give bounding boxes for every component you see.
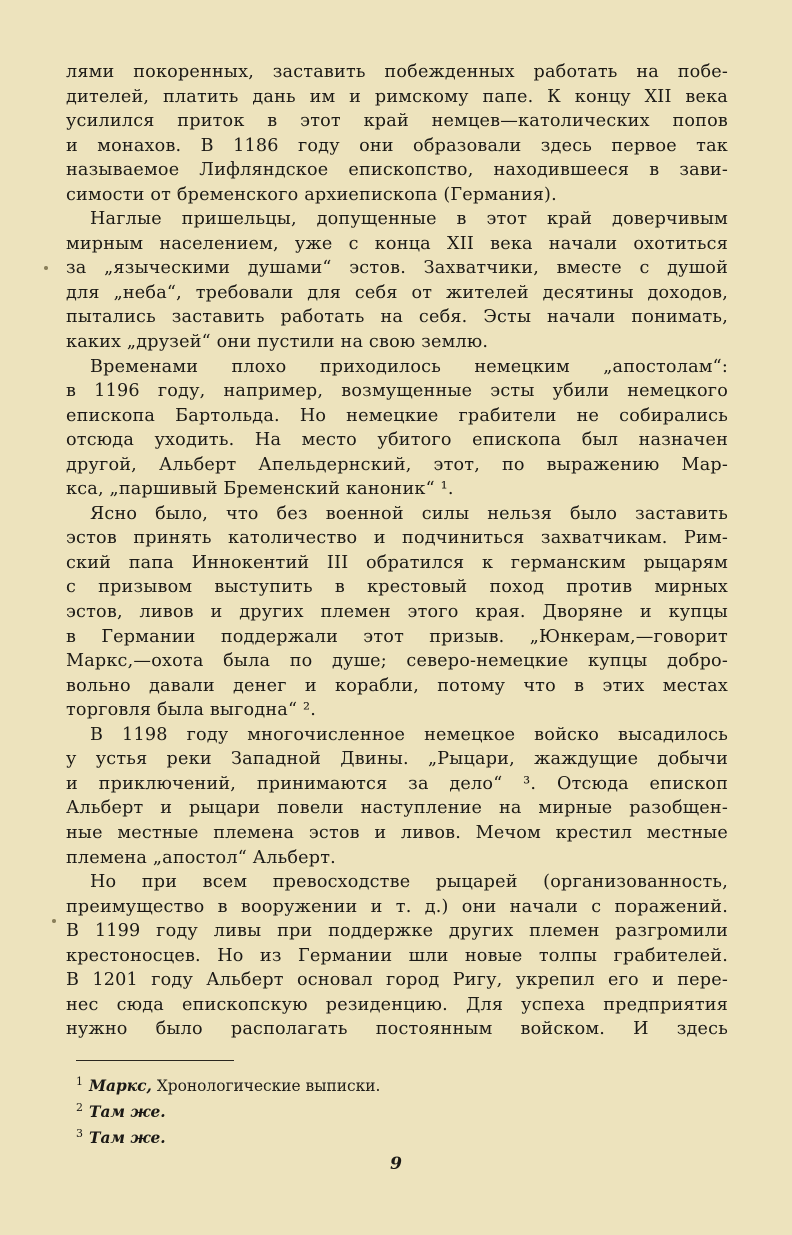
footnote-number: 1	[76, 1075, 83, 1088]
text-line: В 1201 году Альберт основал город Ригу, укрепил его и пере-	[66, 970, 728, 991]
text-line: симости от бременского архиепископа (Германия).	[66, 184, 557, 205]
footnote	[76, 1097, 716, 1123]
page-number: 9	[390, 1154, 402, 1174]
margin-mark	[52, 919, 56, 923]
text-line: усилился приток в этот край немцев—католических попов	[66, 111, 728, 132]
footnote-number: 3	[76, 1127, 83, 1141]
text-line: для „неба“, требовали для себя от жителей десятины доходов,	[66, 282, 728, 303]
text-line: в Германии поддержали этот призыв. „Юнкерам,—говорит	[66, 626, 728, 647]
margin-mark	[44, 266, 48, 270]
text-line: у устья реки Западной Двины. „Рыцари, жаждущие добычи	[66, 749, 728, 770]
footnote	[76, 1071, 716, 1097]
text-line: Альберт и рыцари повели наступление на мирные разобщен-	[66, 798, 728, 819]
footnote-text: Хронологические выписки.	[151, 1077, 381, 1096]
footnote	[76, 1123, 716, 1149]
text-line: другой, Альберт Апельдернский, этот, по выражению Мар-	[66, 454, 728, 475]
text-line: за „языческими душами“ эстов. Захватчики, вместе с душой	[66, 258, 728, 279]
text-line: В 1198 году многочисленное немецкое войско высадилось	[90, 724, 728, 745]
footnote-source: Там же.	[89, 1129, 166, 1148]
footnotes	[76, 1060, 716, 1149]
text-line: епископа Бартольда. Но немецкие грабители не собирались	[66, 405, 728, 426]
text-line: мирным населением, уже с конца XII века начали охотиться	[66, 233, 728, 254]
text-line: отсюда уходить. На место убитого епископа был назначен	[66, 430, 728, 451]
body-text	[66, 60, 728, 1042]
text-line: ные местные племена эстов и ливов. Мечом крестил местные	[66, 822, 728, 843]
text-line: Временами плохо приходилось немецким „апостолам“:	[90, 356, 728, 377]
text-line: Маркс,—охота была по душе; северо-немецкие купцы добро-	[66, 651, 728, 672]
text-line: торговля была выгодна“ ².	[66, 700, 317, 721]
text-line: нес сюда епископскую резиденцию. Для успеха предприятия	[66, 994, 728, 1015]
text-line: преимущество в вооружении и т. д.) они начали с поражений.	[66, 896, 728, 917]
text-line: эстов, ливов и других племен этого края. Дворяне и купцы	[66, 602, 728, 623]
text-line: каких „друзей“ они пустили на свою землю.	[66, 332, 489, 353]
footnote-separator	[76, 1060, 234, 1061]
footnote-source: Там же.	[89, 1103, 166, 1122]
text-line: Наглые пришельцы, допущенные в этот край доверчивым	[90, 209, 728, 230]
text-line: эстов принять католичество и подчиниться захватчикам. Рим-	[66, 528, 728, 549]
footnote-source: Маркс,	[89, 1077, 152, 1096]
text-line: с призывом выступить в крестовый поход против мирных	[66, 577, 728, 598]
text-line: племена „апостол“ Альберт.	[66, 847, 336, 868]
text-line: нужно было располагать постоянным войском. И здесь	[66, 1019, 728, 1040]
footnote-number: 2	[76, 1101, 83, 1115]
text-line: В 1199 году ливы при поддержке других племен разгромили	[66, 921, 728, 942]
text-line: вольно давали денег и корабли, потому что в этих местах	[66, 675, 728, 696]
text-line: и монахов. В 1186 году они образовали здесь первое так	[66, 135, 728, 156]
text-line: Но при всем превосходстве рыцарей (организованность,	[90, 872, 728, 893]
text-line: ский папа Иннокентий III обратился к германским рыцарям	[66, 552, 728, 573]
text-line: называемое Лифляндское епископство, находившееся в зави-	[66, 160, 728, 181]
text-line: в 1196 году, например, возмущенные эсты убили немецкого	[66, 381, 728, 402]
text-line: кса, „паршивый Бременский каноник“ ¹.	[66, 479, 454, 500]
text-line: и приключений, принимаются за дело“ ³. Отсюда епископ	[66, 773, 728, 794]
text-line: крестоносцев. Но из Германии шли новые толпы грабителей.	[66, 945, 728, 966]
text-line: пытались заставить работать на себя. Эсты начали понимать,	[66, 307, 728, 328]
text-line: лями покоренных, заставить побежденных работать на побе-	[66, 62, 728, 82]
text-line: Ясно было, что без военной силы нельзя было заставить	[90, 503, 728, 524]
text-line: дителей, платить дань им и римскому папе. К концу XII века	[66, 86, 728, 107]
